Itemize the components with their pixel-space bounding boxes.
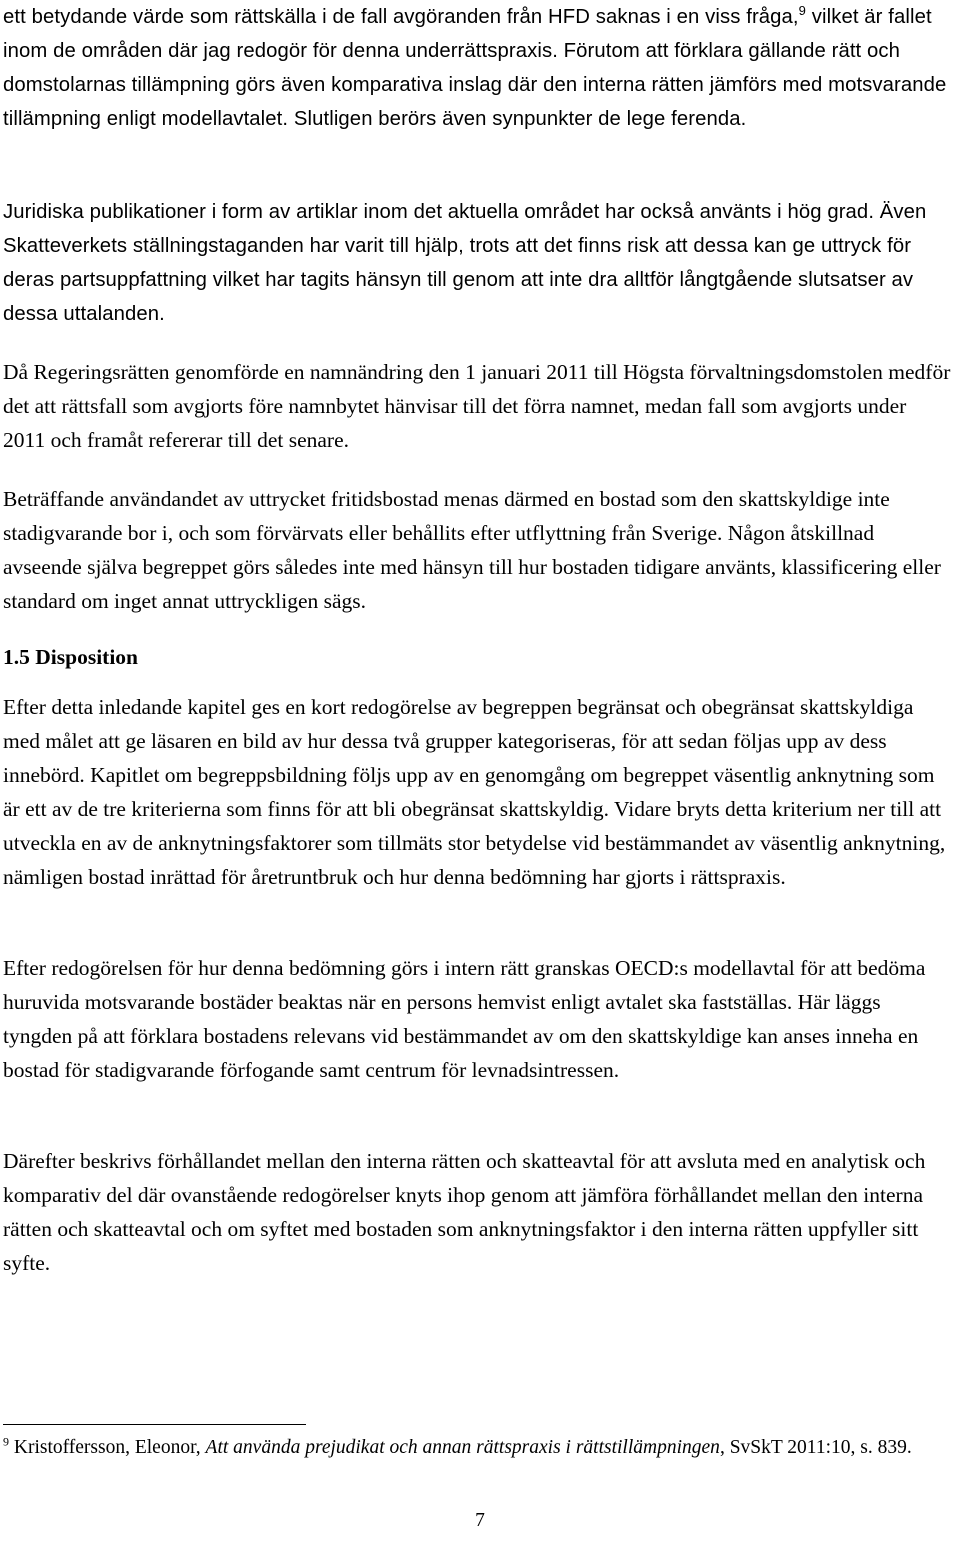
paragraph-text: Juridiska publikationer i form av artiklar inom det aktuella området har också använts i hög grad. (3, 201, 875, 223)
paragraph-fritidsbostad: Beträffande användandet av uttrycket fritidsbostad menas därmed en bostad som den skattskyldige inte stadigvarande bor i, och som förvärvats eller behållits efter utflyttning från Sverige. Någon åtskillnad avseende själva begreppet görs således inte med hänsyn till hur bostaden tidigare använts, klassificering eller standard om inget annat uttryckligen sägs. (3, 487, 941, 613)
footnote-reference[interactable]: 9 (798, 3, 807, 19)
paragraph-publications (3, 195, 951, 331)
paragraph-text-continued: Även Skatteverkets ställningstaganden har varit till hjälp, trots att det finns risk att dessa kan ge uttryck för deras partsuppfattning vilket har tagits hänsyn till genom att inte dra alltför långtgående slutsatser av dessa uttalanden. (3, 201, 927, 325)
paragraph-disposition-2: Efter redogörelsen för hur denna bedömning görs i intern rätt granskas OECD:s modellavtal för att bedöma huruvida motsvarande bostäder beaktas när en persons hemvist enligt avtalet ska fastställas. Här läggs tyngden på att förklara bostadens relevans vid bestämmandet av om den skattskyldige kan anses inneha en bostad för stadigvarande förfogande samt centrum för levnadsintressen. (3, 956, 926, 1082)
paragraph-name-change: Då Regeringsrätten genomförde en namnändring den 1 januari 2011 till Högsta förvaltningsdomstolen medför det att rättsfall som avgjorts före namnbytet hänvisar till det förra namnet, medan fall som avgjorts under 2011 och framåt refererar till det senare. (3, 360, 951, 452)
paragraph-sources-intro (3, 0, 951, 136)
paragraph-disposition-1: Efter detta inledande kapitel ges en kort redogörelse av begreppen begränsat och obegränsat skattskyldiga med målet att ge läsaren en bild av hur dessa två grupper kategoriseras, för att sedan följas upp av dess innebörd. Kapitlet om begreppsbildning följs upp av en genomgång om begreppet väsentlig anknytning som är ett av de tre kriterierna som finns för att bli obegränsat skattskyldig. Vidare bryts detta kriterium ner till att utveckla en av de anknytningsfaktorer som tillmäts stor betydelse vid bestämmandet av väsentlig anknytning, nämligen bostad inrättad för åretruntbruk och hur denna bedömning har gjorts i rättspraxis. (3, 695, 946, 889)
footnote (3, 1434, 953, 1461)
paragraph-disposition-3: Därefter beskrivs förhållandet mellan den interna rätten och skatteavtal för att avsluta med en analytisk och komparativ del där ovanstående redogörelser knyts ihop genom att jämföra förhållandet mellan den interna rätten och skatteavtal och om syftet med bostaden som anknytningsfaktor i den interna rätten uppfyller sitt syfte. (3, 1149, 926, 1275)
footnote-number: 9 (3, 1434, 9, 1449)
section-heading: 1.5 Disposition (3, 645, 139, 669)
page-number: 7 (475, 1510, 485, 1531)
paragraph-text: ett betydande värde som rättskälla i de fall avgöranden från HFD saknas i en viss fråga, (3, 6, 799, 28)
paragraph-text-continued: vilket är fallet inom de områden där jag redogör för denna underrättspraxis. Förutom att förklara gällande rätt och domstolarnas tillämpning görs även komparativa inslag där den interna rätten jämförs med motsvarande tillämpning enligt modellavtalet. Slutligen berörs även synpunkter de lege ferenda. (3, 6, 947, 130)
footnote-source: , SvSkT 2011:10, s. 839. (719, 1437, 912, 1458)
footnote-separator (3, 1424, 306, 1425)
footnote-title: Att använda prejudikat och annan rättspraxis i rättstillämpningen (205, 1437, 720, 1458)
footnote-author: Kristoffersson, Eleonor, (9, 1437, 206, 1458)
